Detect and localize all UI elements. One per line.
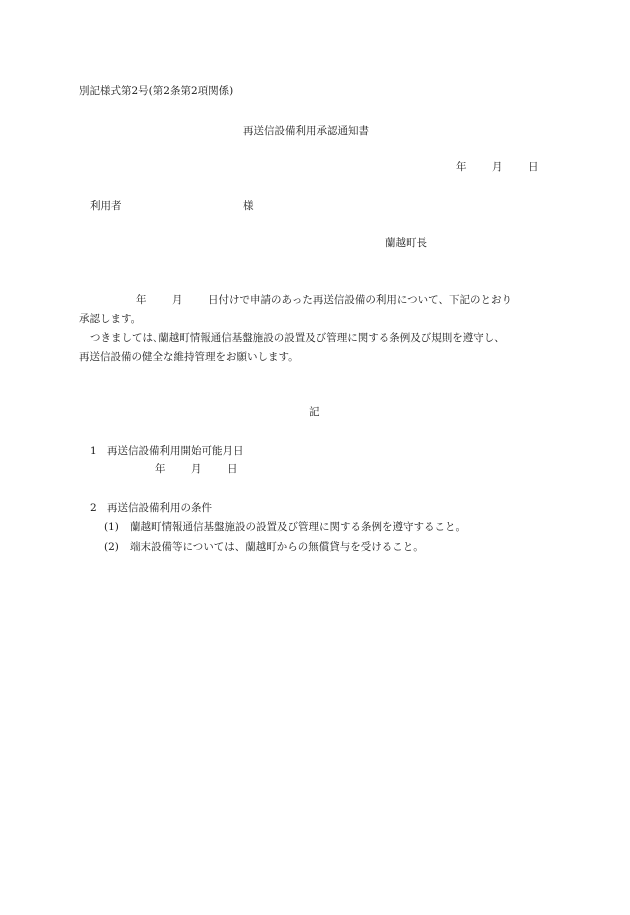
item-1-year: 年	[155, 463, 166, 475]
body-line-4: 再送信設備の健全な維持管理をお願いします。	[79, 351, 299, 363]
item-2-number: 2	[90, 502, 97, 514]
recipient-honorific: 様	[243, 200, 254, 212]
item-1-number: 1	[90, 445, 97, 457]
condition-1-number: (1)	[104, 521, 119, 533]
body-line-3: つきましては､蘭越町情報通信基盤施設の設置及び管理に関する条例及び規則を遵守し、	[90, 332, 505, 344]
recipient-label: 利用者	[90, 200, 122, 212]
condition-1-text: 蘭越町情報通信基盤施設の設置及び管理に関する条例を遵守すること。	[130, 521, 466, 533]
condition-2-number: (2)	[104, 541, 119, 553]
body-line-1: 日付けで申請のあった再送信設備の利用について、下記のとおり	[208, 294, 512, 306]
sender-name: 蘭越町長	[385, 237, 427, 249]
item-2-title: 再送信設備利用の条件	[107, 502, 212, 514]
issue-date-day: 日	[528, 161, 539, 173]
condition-2-text: 端末設備等については、蘭越町からの無償貸与を受けること。	[130, 541, 424, 553]
issue-date-year: 年	[456, 161, 467, 173]
document-title: 再送信設備利用承認通知書	[243, 125, 369, 137]
body-line-2: 承認します。	[79, 313, 142, 325]
item-1-title: 再送信設備利用開始可能月日	[107, 445, 244, 457]
issue-date-month: 月	[492, 161, 503, 173]
body-date-year: 年	[136, 294, 147, 306]
form-number: 別記様式第2号(第2条第2項関係)	[79, 85, 234, 97]
ki-heading: 記	[309, 406, 320, 418]
item-1-month: 月	[191, 463, 202, 475]
body-date-month: 月	[172, 294, 183, 306]
item-1-day: 日	[227, 463, 238, 475]
